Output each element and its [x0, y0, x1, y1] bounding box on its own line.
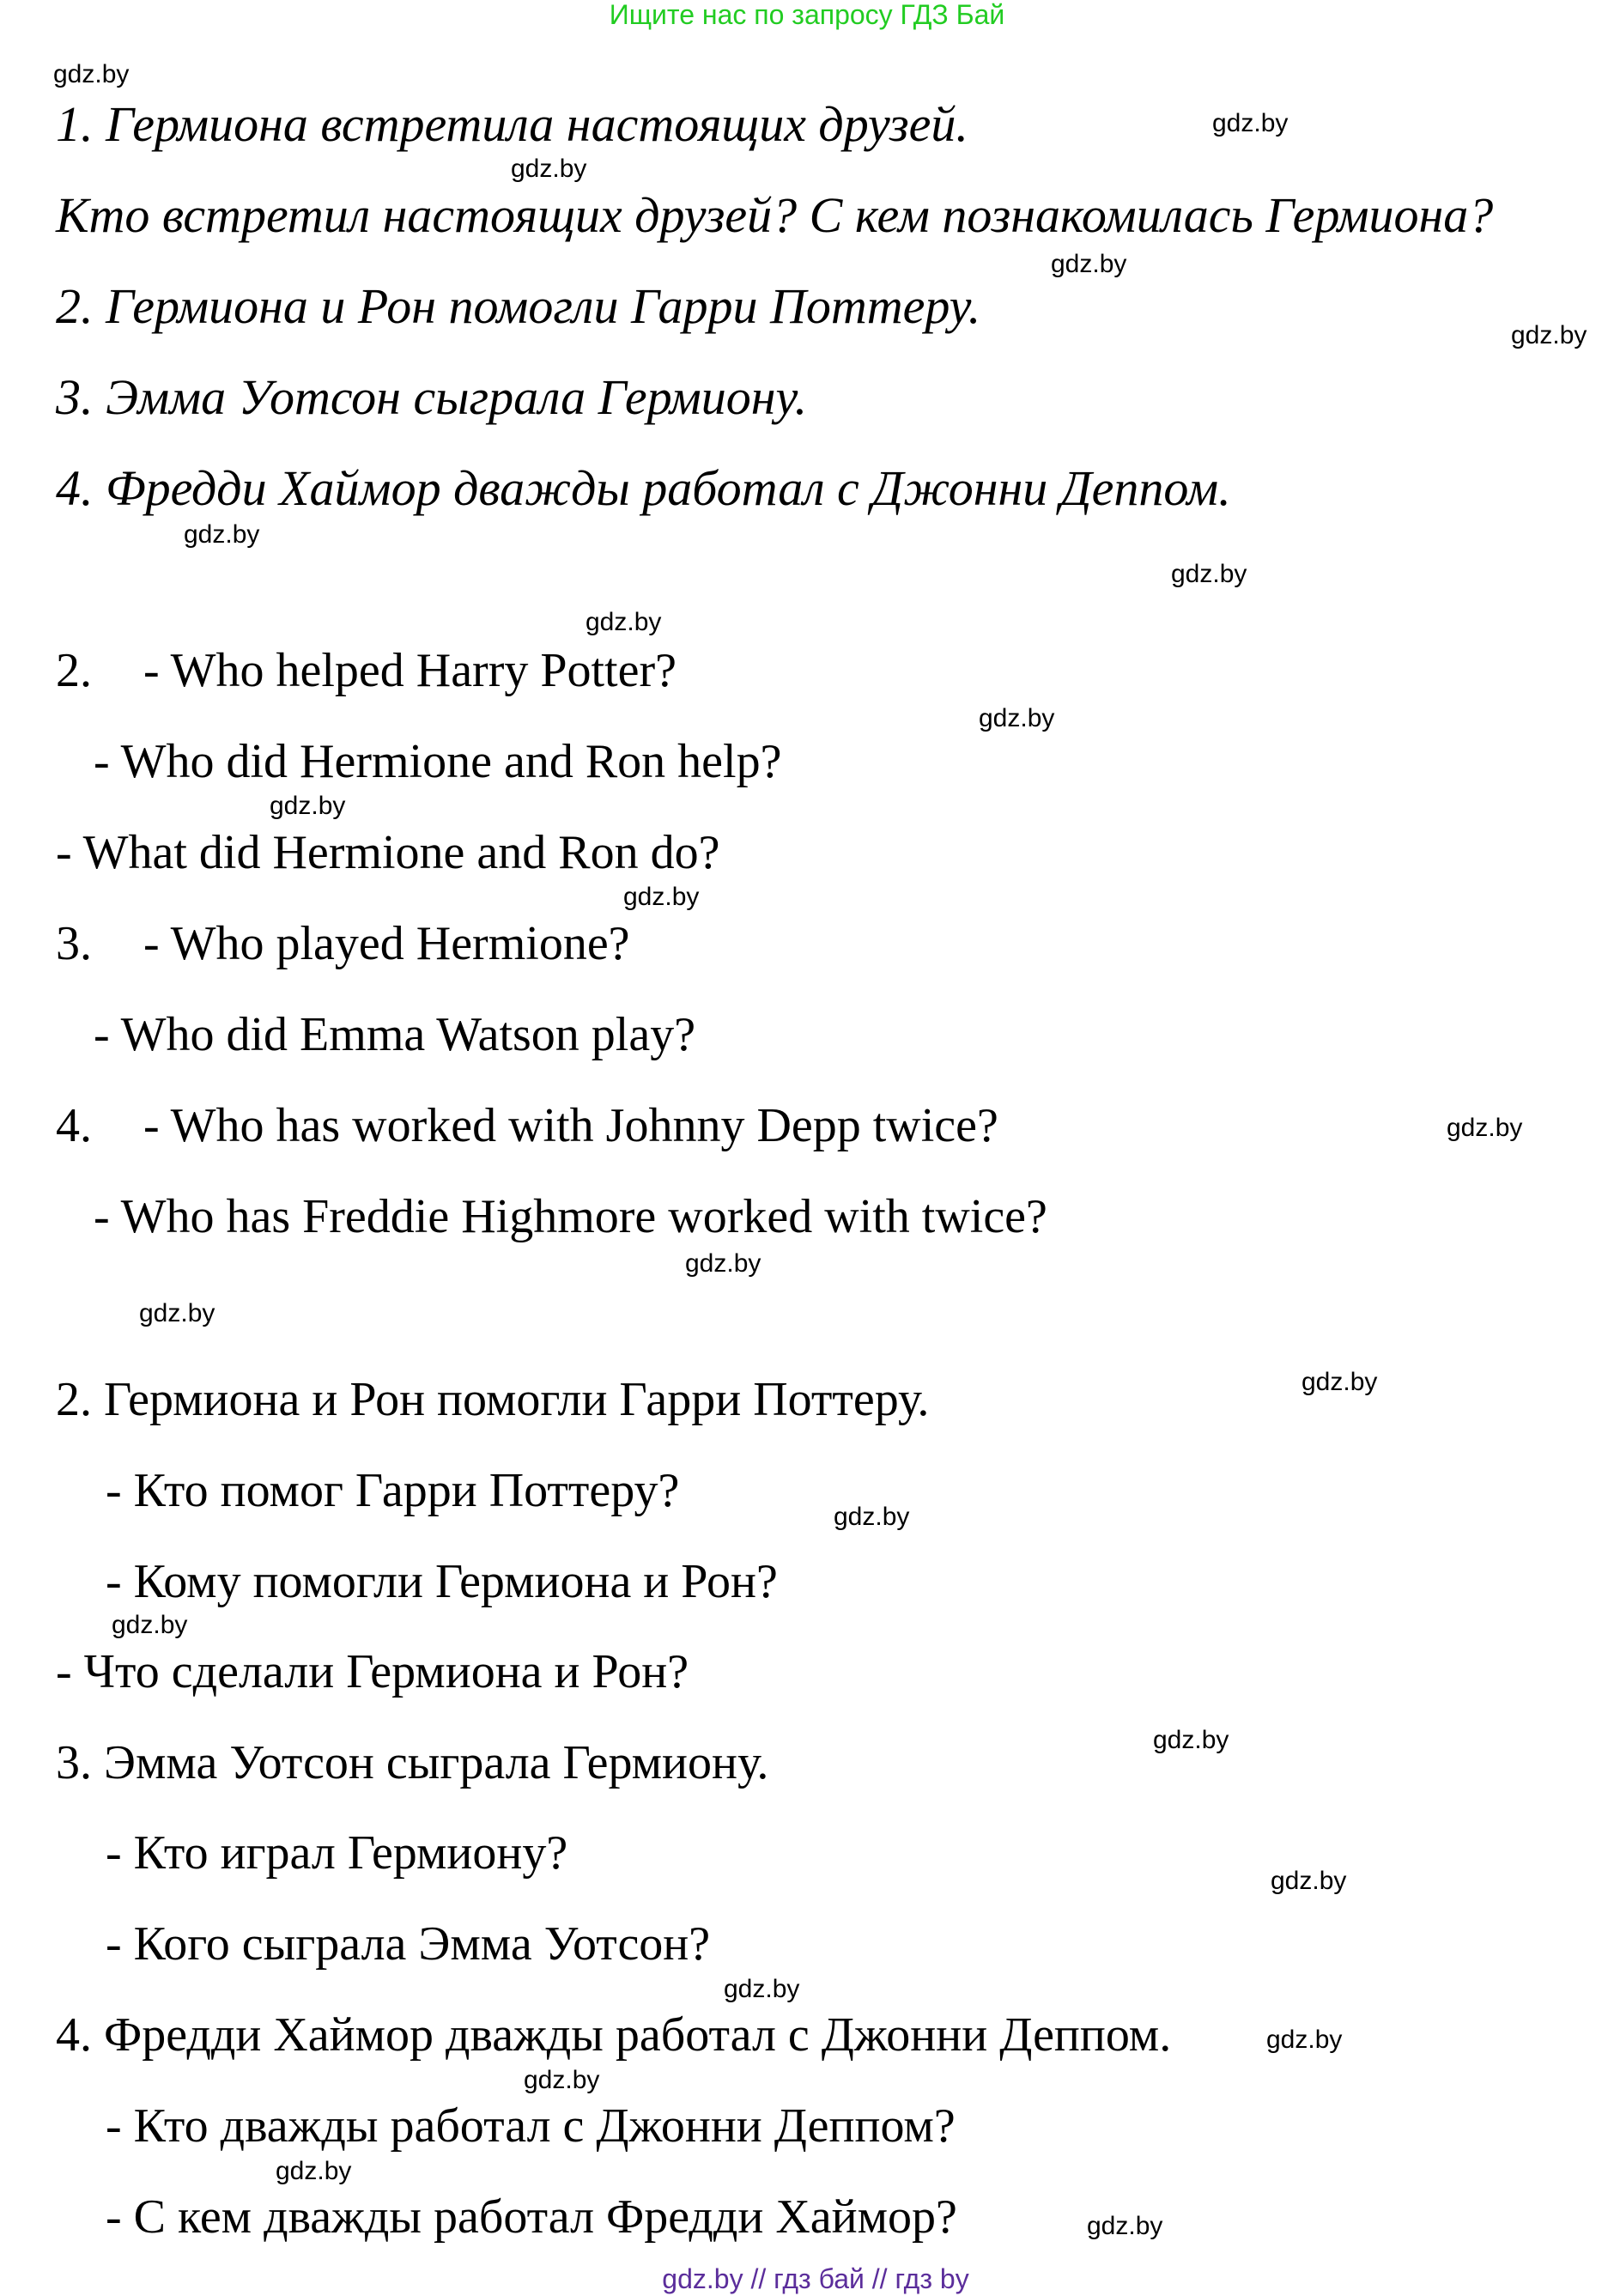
sentence-2: 2. Гермиона и Рон помогли Гарри Поттеру.	[56, 278, 981, 334]
question: - Who has worked with Johnny Depp twice?	[143, 1099, 998, 1152]
question: - С кем дважды работал Фредди Хаймор?	[106, 2190, 957, 2244]
search-hint-banner: Ищите нас по запросу ГДЗ Бай	[609, 0, 1005, 30]
sentence: 2. Гермиона и Рон помогли Гарри Поттеру.	[56, 1373, 930, 1426]
watermark: gdz.by	[524, 2066, 600, 2094]
question: - What did Hermione and Ron do?	[56, 826, 720, 879]
question: - Что сделали Гермиона и Рон?	[56, 1645, 689, 1698]
question: - Кого сыграла Эмма Уотсон?	[106, 1917, 711, 1971]
question: - Who helped Harry Potter?	[143, 644, 677, 697]
watermark: gdz.by	[685, 1249, 761, 1278]
watermark: gdz.by	[1271, 1867, 1347, 1895]
watermark: gdz.by	[724, 1975, 800, 2003]
item-number: 4.	[56, 1099, 92, 1152]
watermark: gdz.by	[1266, 2026, 1343, 2054]
footer-links: gdz.by // гдз бай // гдз by	[662, 2263, 969, 2294]
watermark: gdz.by	[1511, 321, 1587, 349]
sentence: 3. Эмма Уотсон сыграла Гермиону.	[56, 1736, 769, 1789]
question: - Кому помогли Гермиона и Рон?	[106, 1555, 778, 1608]
watermark: gdz.by	[270, 792, 346, 820]
question: - Кто дважды работал с Джонни Деппом?	[106, 2099, 956, 2153]
watermark: gdz.by	[139, 1299, 215, 1327]
question: - Кто играл Гермиону?	[106, 1826, 568, 1880]
question: - Who did Hermione and Ron help?	[94, 735, 782, 788]
sentence-1: 1. Гермиона встретила настоящих друзей.	[56, 96, 968, 152]
watermark: gdz.by	[1153, 1726, 1229, 1754]
watermark: gdz.by	[1447, 1114, 1523, 1142]
watermark: gdz.by	[979, 704, 1055, 732]
question: - Who did Emma Watson play?	[94, 1008, 696, 1061]
question: - Who played Hermione?	[143, 917, 630, 970]
watermark: gdz.by	[511, 155, 587, 183]
question: - Кто помог Гарри Поттеру?	[106, 1464, 680, 1517]
item-number: 3.	[56, 917, 92, 970]
watermark: gdz.by	[112, 1611, 188, 1639]
watermark: gdz.by	[276, 2157, 352, 2185]
sentence-4: 4. Фредди Хаймор дважды работал с Джонни Деппом.	[56, 460, 1231, 516]
watermark: gdz.by	[1212, 109, 1289, 137]
sentence-questions: Кто встретил настоящих друзей? С кем познакомилась Гермиона?	[56, 187, 1494, 243]
item-number: 2.	[56, 644, 92, 697]
sentence-3: 3. Эмма Уотсон сыграла Гермиону.	[56, 369, 808, 425]
sentence: 4. Фредди Хаймор дважды работал с Джонни Деппом.	[56, 2008, 1172, 2062]
watermark: gdz.by	[53, 60, 130, 88]
watermark: gdz.by	[1171, 560, 1247, 588]
watermark: gdz.by	[586, 608, 662, 636]
question: - Who has Freddie Highmore worked with twice?	[94, 1190, 1047, 1243]
watermark: gdz.by	[1051, 250, 1127, 278]
watermark: gdz.by	[834, 1503, 910, 1531]
watermark: gdz.by	[623, 883, 700, 911]
watermark: gdz.by	[1302, 1368, 1378, 1396]
watermark: gdz.by	[184, 520, 260, 549]
watermark: gdz.by	[1087, 2212, 1163, 2240]
